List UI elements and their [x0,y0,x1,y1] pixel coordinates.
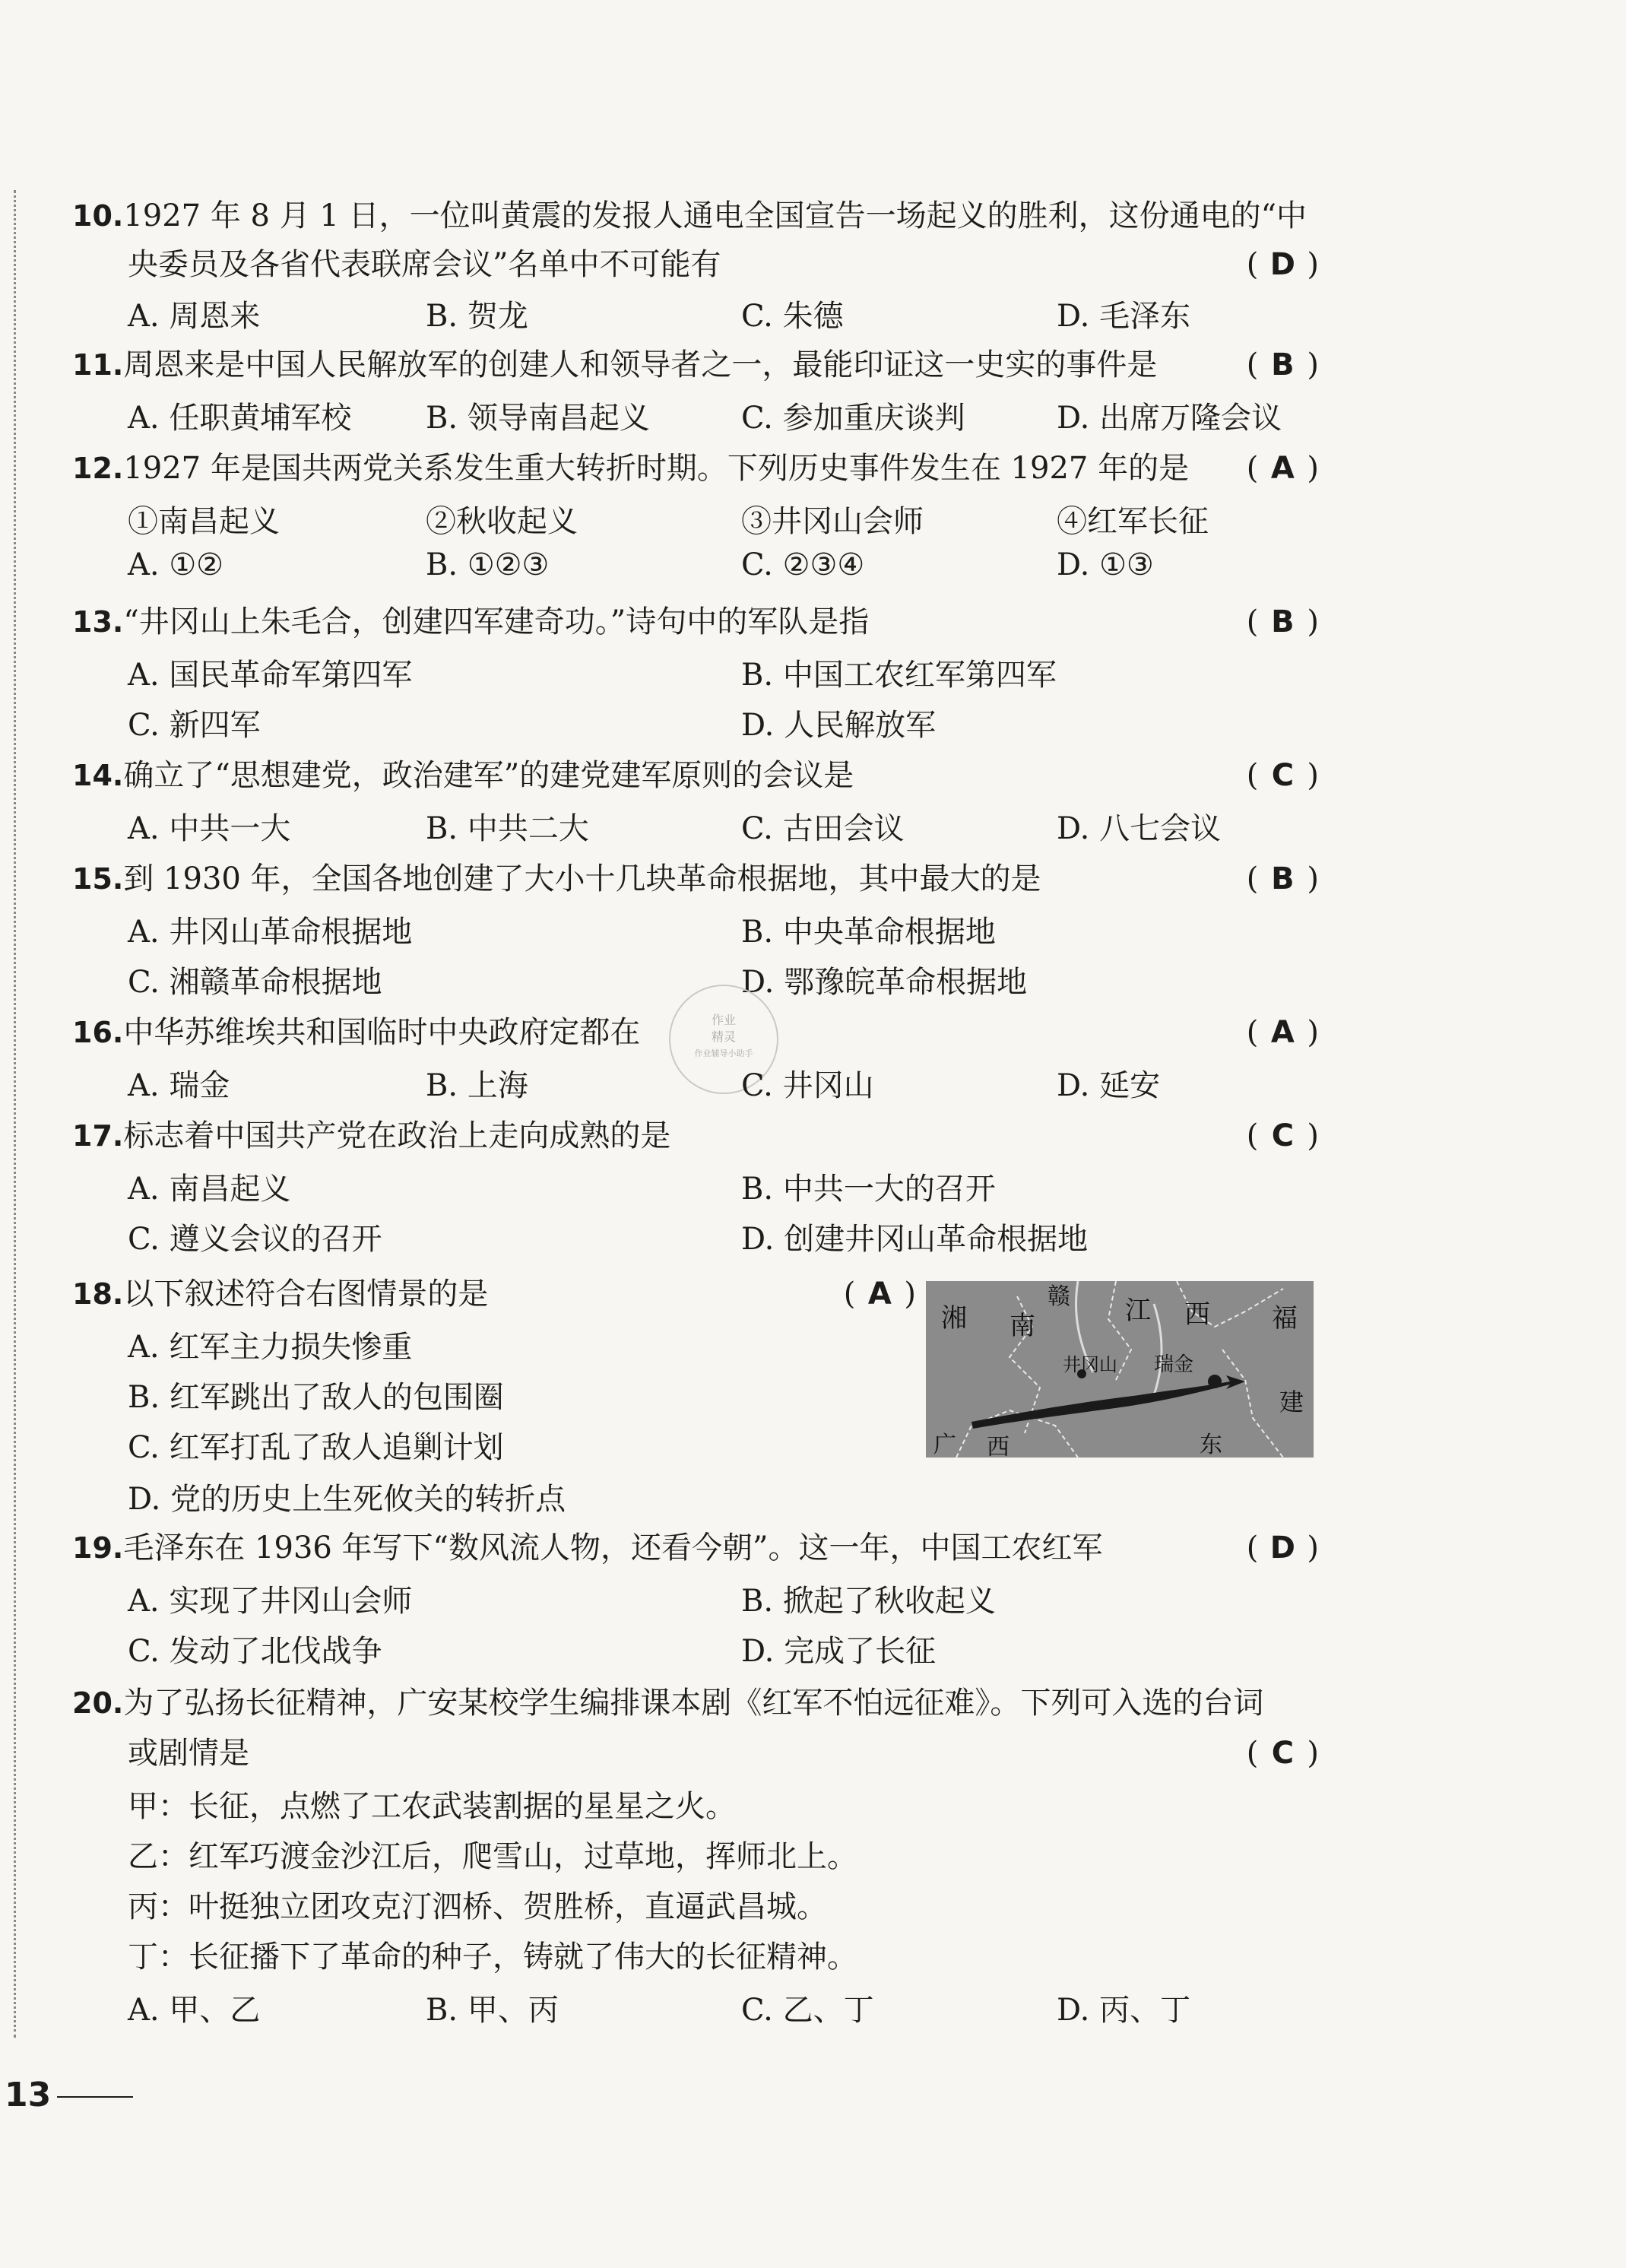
map-label: 湘 [941,1303,967,1334]
answer-letter: C [1271,1736,1295,1771]
question-number: 16. [72,1016,124,1049]
statement-item: ①南昌起义 [128,504,280,539]
answer-letter: B [1271,861,1295,896]
option-c: C. 红军打乱了敌人追剿计划 [128,1430,504,1465]
option-d: D. 丙、丁 [1057,1993,1191,2028]
question-18 [72,1270,916,1318]
question-stem: 央委员及各省代表联席会议”名单中不可能有 [128,247,721,282]
script-line: 丙：叶挺独立团攻克汀泗桥、贺胜桥，直逼武昌城。 [128,1889,827,1924]
page-number: 13 [5,2076,133,2114]
stamp-text: 作业 [711,1013,736,1027]
answer-bracket: ( A ) [1247,1008,1319,1057]
answer-bracket: ( C ) [1247,1112,1319,1160]
question-stem: 为了弘扬长征精神，广安某校学生编排课本剧《红军不怕远征难》。下列可入选的台词 [123,1686,1264,1721]
answer-bracket: ( B ) [1247,598,1319,646]
map-label: 西 [987,1434,1010,1458]
option-c: C. 井冈山 [741,1068,874,1103]
option-b: B. 领导南昌起义 [426,401,650,436]
map-label: 西 [1184,1299,1210,1330]
answer-bracket: ( D ) [1247,240,1319,289]
question-number: 15. [72,862,124,896]
statement-item: ④红军长征 [1057,504,1209,539]
answer-letter: A [867,1277,892,1312]
question-number: 11. [72,348,124,382]
map-label: 赣 [1048,1283,1070,1310]
option-d: D. 党的历史上生死攸关的转折点 [128,1482,566,1517]
map-label: 福 [1272,1303,1298,1334]
option-b: B. 中共一大的召开 [741,1172,996,1207]
question-17 [72,1112,1319,1160]
option-d: D. 人民解放军 [741,708,937,743]
answer-letter: A [1270,1015,1295,1050]
answer-bracket: ( A ) [844,1270,916,1318]
question-stem: “井冈山上朱毛合，创建四军建奇功。”诗句中的军队是指 [123,604,870,639]
option-a: A. 井冈山革命根据地 [128,915,413,950]
option-d: D. 八七会议 [1057,811,1222,846]
option-c: C. ②③④ [741,547,865,582]
option-c: C. 古田会议 [741,811,905,846]
script-line: 乙：红军巧渡金沙江后，爬雪山，过草地，挥师北上。 [128,1839,857,1874]
script-line: 甲：长征，点燃了工农武装割据的星星之火。 [128,1789,736,1824]
option-d: D. 延安 [1057,1068,1161,1103]
question-16 [72,1008,1319,1057]
answer-bracket: ( C ) [1247,751,1319,800]
question-stem: 周恩来是中国人民解放军的创建人和领导者之一，最能印证这一史实的事件是 [123,347,1158,382]
long-march-map [926,1281,1314,1458]
question-number: 18. [72,1277,124,1311]
option-c: C. 参加重庆谈判 [741,401,965,436]
question-stem: 到 1930 年，全国各地创建了大小十几块革命根据地，其中最大的是 [123,861,1041,896]
answer-letter: C [1271,758,1295,793]
answer-bracket: ( A ) [1247,444,1319,493]
answer-bracket: ( B ) [1247,341,1319,389]
option-c: C. 新四军 [128,708,261,743]
option-d: D. 鄂豫皖革命根据地 [741,965,1028,1000]
option-c: C. 遵义会议的召开 [128,1222,382,1257]
option-d: D. 完成了长征 [741,1634,937,1669]
option-a: A. 周恩来 [128,299,261,334]
answer-letter: D [1269,1531,1295,1565]
statement-item: ②秋收起义 [426,504,578,539]
question-stem: 标志着中国共产党在政治上走向成熟的是 [123,1118,671,1153]
question-20 [72,1679,1319,1727]
option-a: A. 实现了井冈山会师 [128,1584,413,1619]
option-a: A. 南昌起义 [128,1172,291,1207]
question-number: 17. [72,1119,124,1153]
ruijin-marker [1208,1375,1222,1388]
map-label: 广 [933,1432,956,1458]
question-19 [72,1524,1319,1572]
map-label: 建 [1279,1388,1304,1416]
question-stem: 以下叙述符合右图情景的是 [123,1277,489,1312]
option-b: B. 甲、丙 [426,1993,559,2028]
option-a: A. 国民革命军第四军 [128,658,413,693]
option-b: B. 贺龙 [426,299,528,334]
map-label: 瑞金 [1154,1353,1194,1376]
answer-bracket: ( C ) [1247,1729,1319,1778]
question-number: 12. [72,452,124,485]
map-label: 南 [1010,1311,1035,1341]
option-a: A. 甲、乙 [128,1993,261,2028]
question-stem: 毛泽东在 1936 年写下“数风流人物，还看今朝”。这一年，中国工农红军 [123,1531,1103,1565]
script-line: 丁：长征播下了革命的种子，铸就了伟大的长征精神。 [128,1940,857,1975]
option-b: B. 中共二大 [426,811,589,846]
answer-letter: A [1270,451,1295,486]
question-number: 20. [72,1686,124,1720]
map-label: 江 [1125,1296,1151,1326]
question-stem: 确立了“思想建党，政治建军”的建党建军原则的会议是 [123,758,854,793]
question-stem: 或剧情是 [128,1736,249,1771]
question-number: 19. [72,1531,124,1565]
question-stem: 1927 年是国共两党关系发生重大转折时期。下列历史事件发生在 1927 年的是 [123,451,1190,486]
question-15 [72,855,1319,903]
answer-letter: B [1271,604,1295,639]
question-stem: 中华苏维埃共和国临时中央政府定都在 [123,1015,641,1050]
option-a: A. 中共一大 [128,811,291,846]
question-14 [72,751,1319,800]
option-b: B. 中央革命根据地 [741,915,996,950]
option-a: A. 瑞金 [128,1068,230,1103]
map-label: 井冈山 [1063,1354,1117,1375]
option-d: D. 毛泽东 [1057,299,1191,334]
question-number: 10. [72,199,124,233]
option-b: B. 中国工农红军第四军 [741,658,1057,693]
answer-bracket: ( B ) [1247,855,1319,903]
option-d: D. 出席万隆会议 [1057,401,1282,436]
option-c: C. 乙、丁 [741,1993,874,2028]
answer-bracket: ( D ) [1247,1524,1319,1572]
stamp-text: 作业辅导小助手 [694,1048,753,1058]
option-b: B. 红军跳出了敌人的包围圈 [128,1380,504,1415]
map-label: 东 [1200,1432,1222,1458]
option-a: A. ①② [128,547,224,582]
option-c: C. 朱德 [741,299,844,334]
question-13 [72,598,1319,646]
question-20-stem-cont [128,1729,1319,1778]
question-number: 13. [72,605,124,639]
question-12 [72,444,1319,493]
question-11 [72,341,1319,389]
answer-letter: B [1271,347,1295,382]
question-10-stem-cont [128,240,1319,289]
option-c: C. 发动了北伐战争 [128,1634,382,1669]
question-stem: 1927 年 8 月 1 日，一位叫黄震的发报人通电全国宣告一场起义的胜利，这份通电的“中 [123,198,1307,233]
option-a: A. 任职黄埔军校 [128,401,352,436]
option-a: A. 红军主力损失惨重 [128,1330,413,1365]
option-c: C. 湘赣革命根据地 [128,965,382,1000]
option-b: B. 上海 [426,1068,528,1103]
option-d: D. 创建井冈山革命根据地 [741,1222,1089,1257]
option-b: B. ①②③ [426,547,550,582]
option-b: B. 掀起了秋收起义 [741,1584,996,1619]
answer-letter: D [1269,247,1295,282]
stamp-text: 精灵 [711,1029,736,1044]
option-d: D. ①③ [1057,547,1154,582]
question-10 [72,192,1319,240]
answer-letter: C [1271,1118,1295,1153]
statement-item: ③井冈山会师 [741,504,924,539]
question-number: 14. [72,759,124,792]
